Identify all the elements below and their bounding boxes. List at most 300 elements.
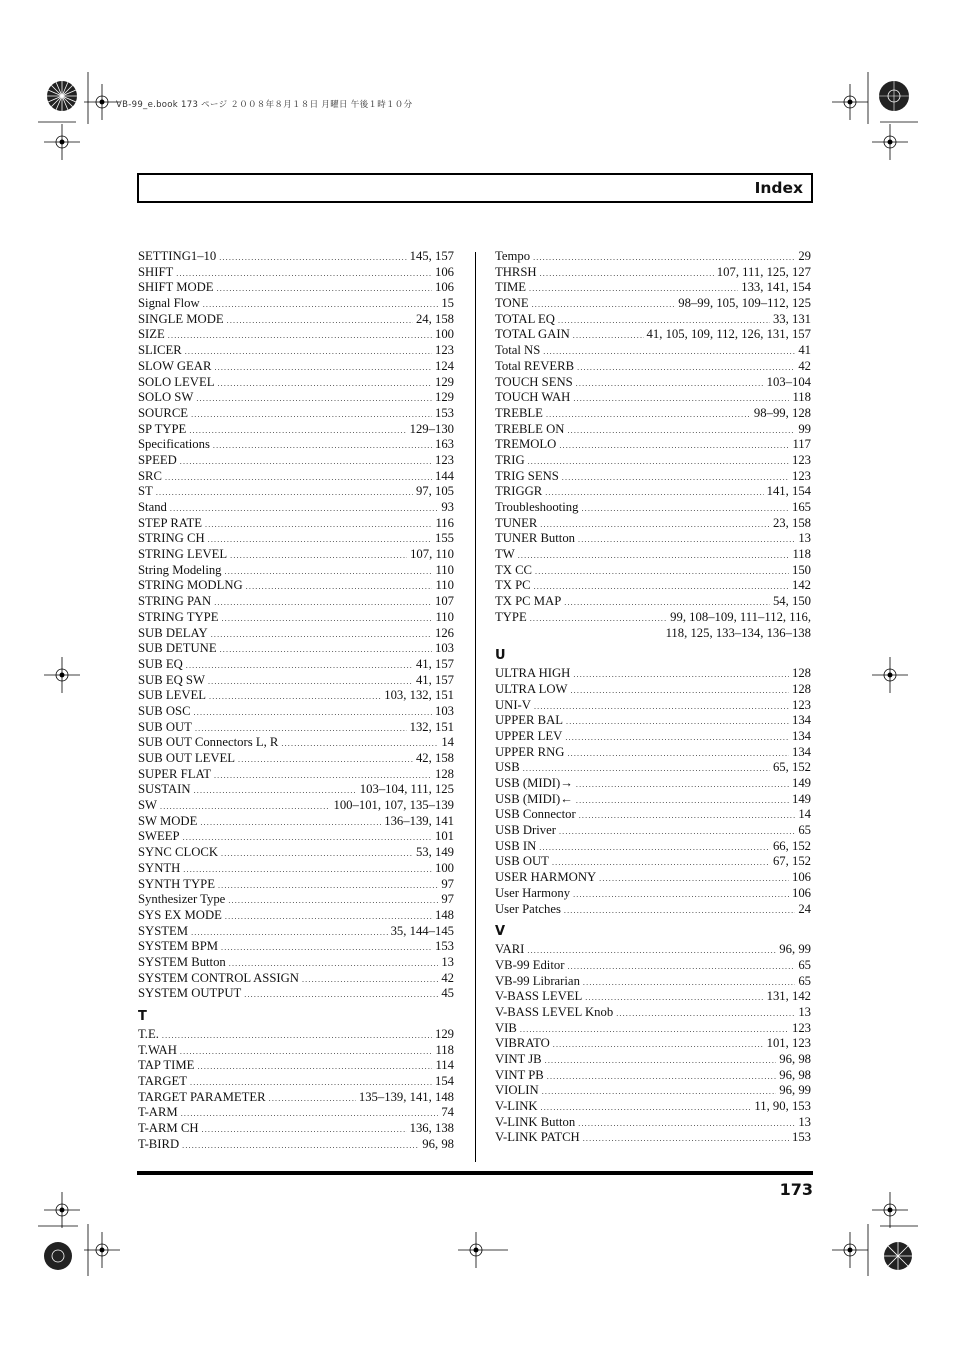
index-entry-term: TIME (495, 280, 527, 295)
index-entry-pages: 149 (791, 776, 811, 790)
index-entry-term: UPPER LEV (495, 728, 563, 743)
dot-leader (194, 783, 357, 798)
dot-leader (238, 752, 413, 767)
index-entry (138, 861, 454, 877)
index-entry (138, 924, 454, 940)
index-entry (138, 829, 454, 845)
index-entry (138, 688, 454, 704)
index-entry (495, 422, 811, 438)
dot-leader (281, 736, 438, 751)
index-entry-term: SYNC CLOCK (138, 845, 219, 860)
dot-leader (209, 689, 381, 704)
index-entry (138, 547, 454, 563)
index-entry-term: USB (MIDI)← (495, 791, 573, 806)
index-entry-term: SUB LEVEL (138, 688, 207, 703)
index-entry-term: SUB DETUNE (138, 641, 217, 656)
dot-leader (221, 611, 432, 626)
index-column-left (138, 249, 454, 1153)
index-entry-pages: 128 (434, 766, 454, 781)
index-entry (495, 375, 811, 391)
dot-leader (205, 517, 432, 532)
index-letter-heading: T (138, 1009, 147, 1024)
index-entry-pages: 96, 99 (779, 1083, 811, 1098)
index-entry-pages: 100 (434, 860, 454, 875)
index-entry (495, 1083, 811, 1099)
index-entry-term: T.E. (138, 1027, 159, 1041)
index-entry (495, 469, 811, 485)
dot-leader (194, 705, 432, 720)
index-entry-pages: 110 (435, 578, 454, 593)
dot-leader (599, 871, 789, 886)
crosshair-mark-bottom-right-icon (872, 1192, 908, 1228)
index-entry-term: TAP TIME (138, 1058, 195, 1073)
index-entry-term: V-LINK PATCH (495, 1130, 580, 1145)
dot-leader (530, 611, 667, 626)
index-entry (138, 657, 454, 673)
dot-leader (564, 903, 795, 918)
index-column-right (495, 249, 811, 1146)
index-entry (495, 1036, 811, 1052)
index-entry-term: String Modeling (138, 562, 222, 577)
index-entry (138, 516, 454, 532)
index-entry-pages: 129 (434, 390, 454, 405)
index-entry (495, 666, 811, 682)
index-entry (138, 265, 454, 281)
index-entry (495, 249, 811, 265)
index-entry (138, 782, 454, 798)
index-entry-pages: 96, 98 (422, 1136, 454, 1151)
dot-leader (214, 595, 432, 610)
index-entry-term: TUNER Button (495, 531, 576, 546)
index-entry-pages: 126 (434, 625, 454, 640)
dot-leader (197, 1059, 432, 1074)
index-entry-pages: 65 (798, 973, 811, 988)
crosshair-mark-top-left-inner-icon (84, 84, 120, 120)
dot-leader (217, 376, 432, 391)
dot-leader (156, 485, 413, 500)
index-entry-term: TX CC (495, 562, 533, 577)
dot-leader (191, 925, 388, 940)
crosshair-mark-bottom-right-inner-icon (832, 1232, 868, 1268)
index-entry-pages: 11, 90, 153 (754, 1099, 811, 1114)
index-entry-pages: 65, 152 (772, 760, 811, 775)
index-entry-term: UPPER RNG (495, 744, 565, 759)
index-entry-term: SOLO LEVEL (138, 374, 215, 389)
index-entry-term: USB Driver (495, 823, 556, 838)
index-entry (138, 1058, 454, 1074)
dot-leader (533, 250, 795, 265)
dot-leader (534, 579, 789, 594)
index-entry (495, 760, 811, 776)
dot-leader (527, 943, 776, 958)
dot-leader (542, 1084, 777, 1099)
index-entry-pages: 148 (434, 907, 454, 922)
index-entry (138, 1137, 454, 1153)
index-entry (495, 453, 811, 469)
dot-leader (547, 1069, 777, 1084)
index-entry-term: T.WAH (138, 1042, 177, 1057)
dot-leader (581, 501, 789, 516)
dot-leader (230, 548, 407, 563)
index-entry-pages: 13 (798, 1114, 811, 1129)
index-entry-term: TYPE (495, 609, 527, 624)
index-entry (495, 406, 811, 422)
index-entry (138, 500, 454, 516)
index-entry (495, 807, 811, 823)
index-entry (495, 296, 811, 312)
index-entry-pages: 106 (434, 264, 454, 279)
index-entry (138, 280, 454, 296)
index-entry-term: TOUCH WAH (495, 390, 571, 405)
index-entry-pages: 42, 158 (415, 751, 454, 765)
index-entry (138, 422, 454, 438)
crosshair-mark-top-right-icon (872, 124, 908, 160)
index-entry-term: TREBLE (495, 405, 543, 420)
index-entry-term: SP TYPE (138, 421, 187, 436)
index-entry-pages: 134 (791, 713, 811, 728)
index-entry-pages: 135–139, 141, 148 (358, 1089, 454, 1104)
index-entry (495, 1099, 811, 1115)
dot-leader (523, 761, 770, 776)
dot-leader (269, 1091, 356, 1106)
index-entry-term: SUB OSC (138, 703, 191, 718)
index-entry (495, 547, 811, 563)
index-entry-term: STRING TYPE (138, 609, 219, 624)
index-entry-pages: 132, 151 (409, 719, 454, 734)
index-entry-pages: 103 (434, 703, 454, 718)
index-entry (495, 776, 811, 792)
index-entry-term: SYSTEM Button (138, 954, 226, 969)
index-entry (495, 343, 811, 359)
index-entry-pages: 45 (441, 986, 454, 1001)
index-entry-term: Total NS (495, 343, 541, 358)
index-entry (495, 902, 811, 918)
index-entry-pages: 96, 98 (779, 1052, 811, 1066)
header-title: Index (754, 179, 803, 197)
index-entry-pages: 98–99, 105, 109–112, 125 (678, 296, 811, 311)
dot-leader (529, 281, 738, 296)
index-entry-pages: 41, 157 (415, 656, 454, 671)
print-job-info: VB-99_e.book 173 ページ ２００８年８月１８日 月曜日 午後１時１０分 (116, 100, 413, 110)
index-entry (138, 594, 454, 610)
dot-leader (541, 1100, 752, 1115)
index-entry-term: ST (138, 484, 153, 499)
dot-leader (553, 1037, 764, 1052)
index-entry-pages: 29 (798, 249, 811, 263)
index-entry-term: User Patches (495, 901, 561, 916)
index-entry-term: V-LINK (495, 1099, 538, 1114)
index-entry (495, 974, 811, 990)
index-entry-pages: 74 (441, 1105, 454, 1120)
index-entry (138, 249, 454, 265)
index-entry-pages: 101 (434, 829, 454, 844)
dot-leader (182, 1138, 419, 1153)
crosshair-mark-middle-left-icon (44, 657, 80, 693)
registration-mark-top-left-icon (38, 72, 90, 124)
index-entry (495, 516, 811, 532)
index-entry-term: SW MODE (138, 813, 198, 828)
index-entry-term: T-ARM CH (138, 1121, 199, 1136)
dot-leader (562, 470, 789, 485)
index-entry-term: VINT PB (495, 1067, 544, 1082)
index-entry-term: STRING PAN (138, 594, 212, 609)
index-entry (138, 531, 454, 547)
index-entry-pages: 118 (792, 547, 811, 562)
index-entry (495, 989, 811, 1005)
dot-leader (221, 940, 432, 955)
index-entry-term: STRING LEVEL (138, 547, 228, 562)
index-entry-pages: 134 (791, 728, 811, 743)
registration-mark-bottom-right-icon (866, 1224, 918, 1276)
index-entry (495, 823, 811, 839)
dot-leader (573, 391, 789, 406)
index-entry-term: Total REVERB (495, 358, 575, 373)
index-entry (495, 1115, 811, 1131)
dot-leader (213, 438, 432, 453)
index-entry (138, 1090, 454, 1106)
index-entry-pages: 131, 142 (766, 989, 811, 1004)
index-entry-term: Synthesizer Type (138, 892, 226, 907)
dot-leader (567, 423, 795, 438)
index-entry-pages: 123 (791, 697, 811, 712)
dot-leader (302, 972, 438, 987)
dot-leader (583, 1131, 789, 1146)
dot-leader (176, 266, 432, 281)
index-entry-pages: 42 (798, 358, 811, 373)
index-entry (138, 798, 454, 814)
index-entry-pages: 35, 144–145 (390, 923, 454, 938)
index-entry-pages: 129–130 (409, 421, 454, 436)
index-entry-term: VARI (495, 942, 525, 957)
index-entry-pages: 53, 149 (415, 845, 454, 860)
index-letter-heading: V (495, 924, 506, 940)
index-entry-term: VINT JB (495, 1052, 542, 1066)
dot-leader (160, 799, 330, 814)
index-entry-pages: 106 (791, 885, 811, 900)
index-entry (138, 312, 454, 328)
index-entry (495, 312, 811, 328)
index-entry-pages: 41 (798, 343, 811, 358)
dot-leader (576, 777, 789, 792)
index-entry-term: VB-99 Editor (495, 957, 565, 972)
dot-leader (225, 564, 433, 579)
index-entry-term: VIBRATO (495, 1036, 550, 1051)
dot-leader (181, 1106, 439, 1121)
index-entry-term: TOUCH SENS (495, 374, 573, 389)
index-entry-term: SUPER FLAT (138, 766, 211, 781)
registration-mark-bottom-left-icon (38, 1224, 90, 1276)
index-entry-term: SLICER (138, 343, 182, 358)
index-entry (138, 578, 454, 594)
index-entry (495, 280, 811, 296)
dot-leader (225, 909, 432, 924)
index-entry-term: SOLO SW (138, 390, 194, 405)
index-entry-pages: 145, 157 (409, 249, 454, 263)
index-entry (138, 1105, 454, 1121)
index-entry-pages-continued: 118, 125, 133–134, 136–138 (665, 625, 811, 640)
index-entry-pages: 136, 138 (409, 1121, 454, 1136)
index-entry-pages: 24 (798, 901, 811, 916)
index-entry-pages: 165 (791, 500, 811, 514)
dot-leader (214, 768, 432, 783)
dot-leader (189, 423, 406, 438)
index-entry (138, 939, 454, 955)
index-entry (495, 839, 811, 855)
index-entry (495, 531, 811, 547)
dot-leader (552, 855, 770, 870)
dot-leader (539, 840, 770, 855)
dot-leader (532, 297, 676, 312)
index-letter-heading: U (495, 648, 506, 664)
index-entry (138, 673, 454, 689)
index-entry-term: TX PC MAP (495, 594, 562, 609)
index-entry-pages: 41, 157 (415, 672, 454, 687)
index-entry-term: V-BASS LEVEL Knob (495, 1004, 614, 1019)
index-entry (495, 1068, 811, 1084)
index-entry (495, 1005, 811, 1021)
index-entry-pages: 103 (434, 641, 454, 656)
index-entry (138, 986, 454, 1002)
index-entry-term: SWEEP (138, 829, 180, 844)
index-entry-pages: 13 (798, 531, 811, 546)
dot-leader (545, 485, 763, 500)
index-entry (138, 327, 454, 343)
index-entry-term: UNI-V (495, 697, 531, 712)
index-entry (138, 343, 454, 359)
footer-rule (137, 1171, 813, 1175)
index-entry-pages: 14 (798, 807, 811, 822)
index-entry (138, 751, 454, 767)
index-entry (495, 578, 811, 594)
index-entry-term: ULTRA LOW (495, 681, 568, 696)
index-entry-term: Troubleshooting (495, 500, 579, 514)
index-entry-pages: 123 (791, 1020, 811, 1035)
index-entry (138, 563, 454, 579)
index-entry-pages: 153 (434, 405, 454, 420)
index-entry-pages: 123 (791, 452, 811, 467)
index-entry-pages: 98–99, 128 (753, 405, 811, 420)
index-entry-pages: 23, 158 (772, 515, 811, 530)
crosshair-mark-bottom-center-icon (458, 1232, 508, 1268)
index-entry (495, 792, 811, 808)
dot-leader (559, 824, 795, 839)
dot-leader (183, 862, 432, 877)
crosshair-mark-top-left-icon (44, 124, 80, 160)
index-entry-term: V-BASS LEVEL (495, 989, 583, 1004)
index-entry-term: SUB OUT (138, 719, 192, 734)
index-entry-pages: 97 (441, 892, 454, 907)
index-entry (495, 390, 811, 406)
index-entry-pages: 129 (434, 1027, 454, 1041)
index-entry-pages: 13 (441, 954, 454, 969)
index-entry-term: USER HARMONY (495, 870, 597, 885)
index-entry-term: STEP RATE (138, 515, 203, 530)
index-entry-term: TX PC (495, 578, 531, 593)
index-entry-pages: 154 (434, 1074, 454, 1089)
index-entry-term: TONE (495, 296, 529, 311)
index-entry-pages: 123 (434, 452, 454, 467)
dot-leader (214, 360, 432, 375)
index-entry-term: Stand (138, 500, 167, 514)
index-entry-term: SUB DELAY (138, 625, 208, 640)
index-entry-term: TARGET PARAMETER (138, 1089, 266, 1104)
index-entry (138, 359, 454, 375)
index-entry (495, 359, 811, 375)
index-entry-term: SIZE (138, 327, 165, 342)
index-entry (138, 406, 454, 422)
index-entry (138, 469, 454, 485)
dot-leader (228, 893, 438, 908)
index-entry-term: SINGLE MODE (138, 311, 224, 326)
index-entry (138, 1074, 454, 1090)
index-entry (495, 958, 811, 974)
index-entry (138, 908, 454, 924)
index-entry-term: SUSTAIN (138, 782, 191, 797)
index-entry (138, 955, 454, 971)
index-entry-term: T-BIRD (138, 1136, 180, 1151)
column-divider (475, 252, 476, 1162)
index-entry-pages: 116 (435, 515, 454, 530)
dot-leader (208, 674, 413, 689)
index-entry-pages: 123 (791, 468, 811, 483)
index-entry-term: SRC (138, 468, 162, 483)
dot-leader (566, 714, 789, 729)
index-entry-pages: 99 (798, 421, 811, 436)
index-entry-term: VIOLIN (495, 1083, 539, 1098)
index-entry (495, 854, 811, 870)
index-entry (495, 594, 811, 610)
index-entry-pages: 67, 152 (772, 854, 811, 869)
index-entry-pages: 114 (435, 1058, 454, 1073)
index-entry-pages: 24, 158 (415, 311, 454, 326)
index-entry-pages: 163 (434, 437, 454, 452)
index-entry-term: USB (495, 760, 520, 775)
index-entry (138, 814, 454, 830)
index-entry-pages: 101, 123 (766, 1036, 811, 1051)
index-entry-pages: 97, 105 (415, 484, 454, 499)
index-entry-term: V-LINK Button (495, 1114, 576, 1129)
dot-leader (573, 328, 644, 343)
dot-leader (540, 517, 770, 532)
index-entry (138, 892, 454, 908)
index-entry (138, 877, 454, 893)
dot-leader (545, 1053, 777, 1068)
index-entry-term: User Harmony (495, 885, 571, 900)
index-entry-pages: 110 (435, 562, 454, 577)
dot-leader (229, 956, 439, 971)
dot-leader (168, 328, 432, 343)
index-entry-pages: 107 (434, 594, 454, 609)
index-entry-pages: 142 (791, 578, 811, 593)
dot-leader (185, 344, 432, 359)
index-entry-pages: 103–104, 111, 125 (359, 782, 454, 797)
index-entry (495, 500, 811, 516)
index-entry (495, 437, 811, 453)
dot-leader (220, 642, 432, 657)
index-entry-term: SOURCE (138, 405, 189, 420)
index-entry-pages: 117 (792, 437, 811, 452)
dot-leader (546, 407, 751, 422)
index-entry-pages: 99, 108–109, 111–112, 116, (670, 609, 811, 624)
dot-leader (186, 658, 413, 673)
index-entry-term: UPPER BAL (495, 713, 564, 728)
index-entry-pages: 97 (441, 876, 454, 891)
dot-leader (528, 454, 789, 469)
index-entry-term: TRIG SENS (495, 468, 559, 483)
index-entry-term: SYSTEM CONTROL ASSIGN (138, 970, 299, 985)
dot-leader (208, 532, 432, 547)
index-entry-term: USB Connector (495, 807, 576, 822)
